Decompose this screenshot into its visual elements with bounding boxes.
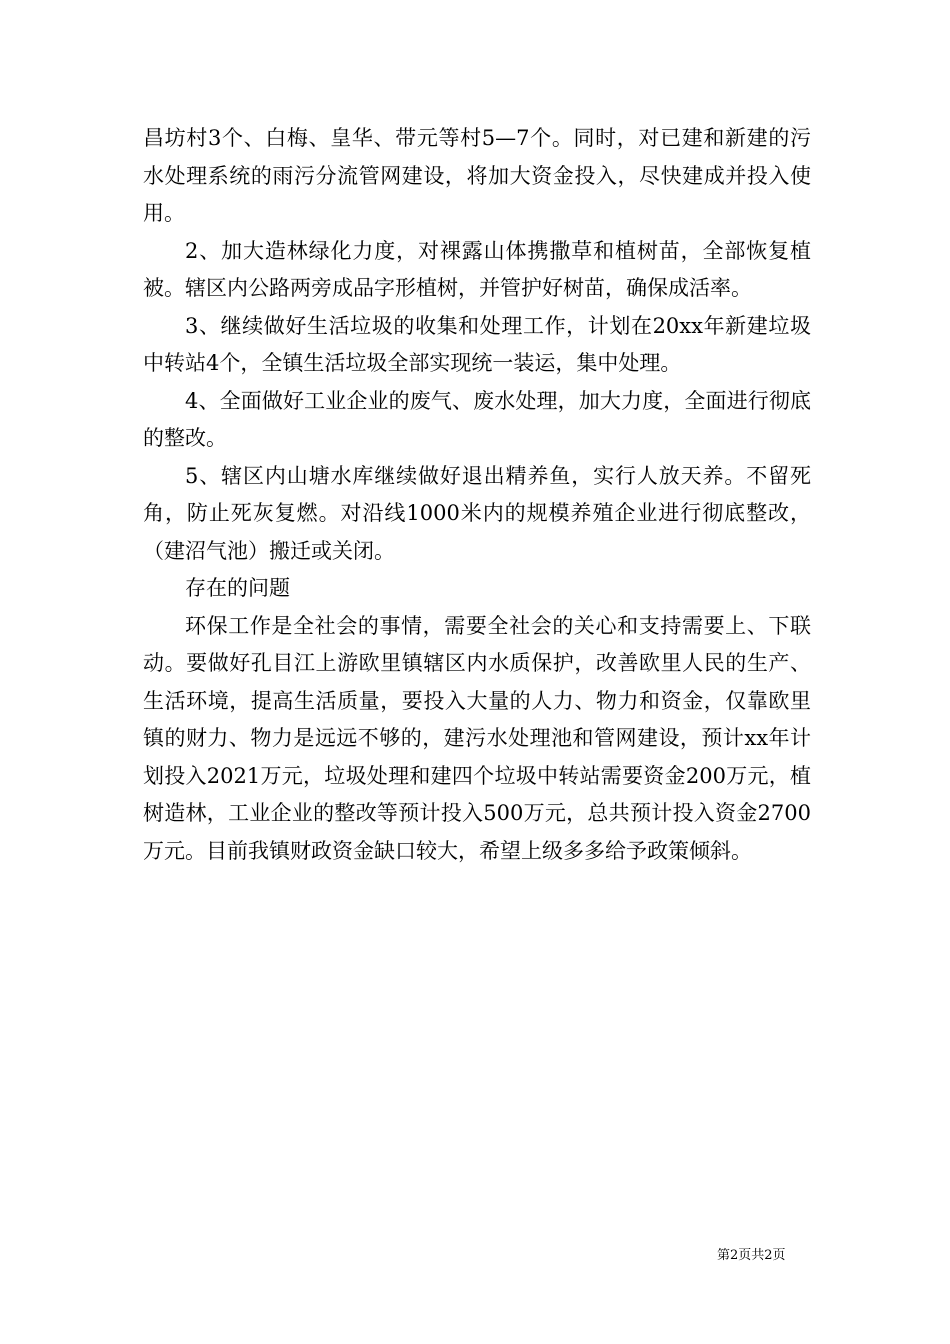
document-body bbox=[143, 120, 811, 870]
paragraph-continuation: 昌坊村3个、白梅、皇华、带元等村5—7个。同时，对已建和新建的污水处理系统的雨污分流管网建设，将加大资金投入，尽快建成并投入使用。 bbox=[143, 126, 811, 225]
paragraph-item-5: 5、辖区内山塘水库继续做好退出精养鱼，实行人放天养。不留死角，防止死灰复燃。对沿线1000米内的规模养殖企业进行彻底整改，（建沼气池）搬迁或关闭。 bbox=[143, 463, 811, 563]
paragraph-item-4: 4、全面做好工业企业的废气、废水处理，加大力度，全面进行彻底的整改。 bbox=[143, 388, 811, 450]
paragraph-problems: 环保工作是全社会的事情，需要全社会的关心和支持需要上、下联动。要做好孔目江上游欧里镇辖区内水质保护，改善欧里人民的生产、生活环境，提高生活质量，要投入大量的人力、物力和资金，仅靠欧里镇的财力、物力是远远不够的，建污水处理池和管网建设，预计xx年计划投入2021万元，垃圾处理和建四个垃圾中转站需要资金200万元，植树造林，工业企业的整改等预计投入500万元，总共预计投入资金2700万元。目前我镇财政资金缺口较大，希望上级多多给予政策倾斜。 bbox=[143, 613, 811, 863]
page-number: 第2页共2页 bbox=[717, 1248, 786, 1263]
section-heading: 存在的问题 bbox=[185, 576, 290, 600]
paragraph-item-3: 3、继续做好生活垃圾的收集和处理工作，计划在20xx年新建垃圾中转站4个，全镇生活垃圾全部实现统一装运，集中处理。 bbox=[143, 313, 811, 375]
paragraph-item-2: 2、加大造林绿化力度，对裸露山体携撒草和植树苗，全部恢复植被。辖区内公路两旁成品字形植树，并管护好树苗，确保成活率。 bbox=[143, 238, 811, 300]
